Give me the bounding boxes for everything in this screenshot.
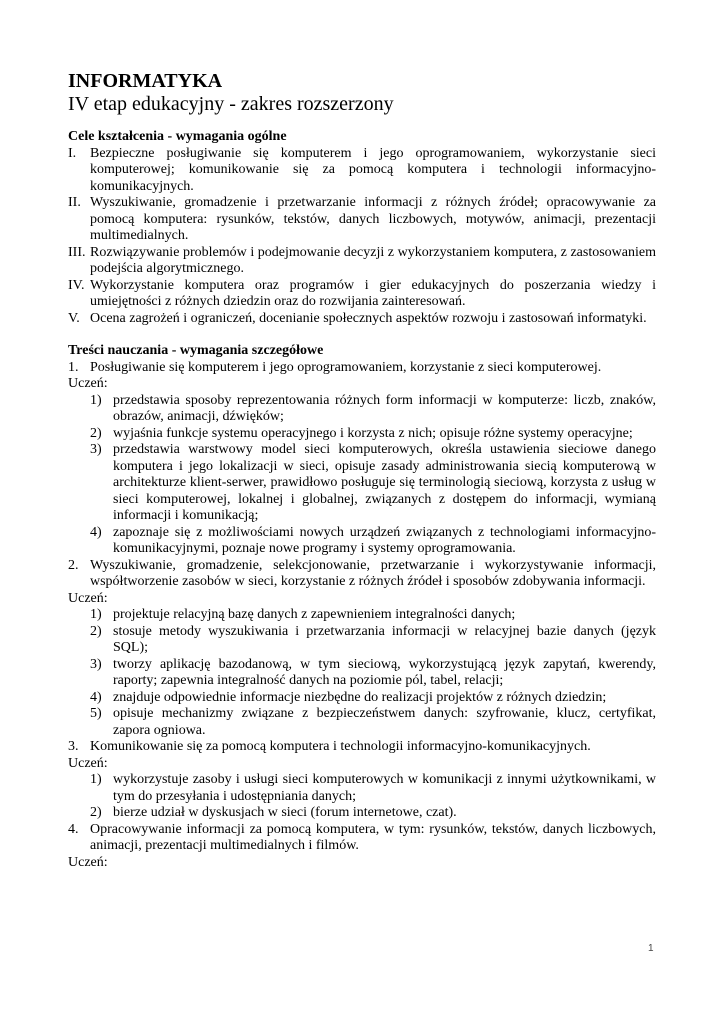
- requirement-text: znajduje odpowiednie informacje niezbędne do realizacji projektów z różnych dziedzin;: [113, 689, 607, 705]
- goal-text: Rozwiązywanie problemów i podejmowanie decyzji z wykorzystaniem komputera, z zastosowaniem podejścia algorytmicznego.: [90, 244, 656, 276]
- requirement-item: [68, 690, 656, 707]
- section-text: Posługiwanie się komputerem i jego oprogramowaniem, korzystanie z sieci komputerowej.: [90, 359, 602, 375]
- requirement-number: 4): [90, 524, 102, 540]
- requirement-text: przedstawia sposoby reprezentowania różnych form informacji w komputerze: liczb, znaków, obrazów, animacji, dźwięków;: [113, 392, 656, 424]
- requirement-item: [68, 706, 656, 739]
- requirement-item: [68, 772, 656, 805]
- student-label: Uczeń:: [68, 854, 108, 870]
- section-number: 4.: [68, 821, 79, 837]
- goal-item: [68, 311, 656, 328]
- content-section: [68, 360, 656, 377]
- content-section: [68, 822, 656, 855]
- goal-text: Wykorzystanie komputera oraz programów i gier edukacyjnych do poszerzania wiedzy i umiejętności z różnych dziedzin oraz do rozwijania zainteresowań.: [90, 277, 656, 309]
- goal-text: Ocena zagrożeń i ograniczeń, docenianie społecznych aspektów rozwoju i zastosowań informatyki.: [90, 310, 647, 326]
- requirement-item: [68, 607, 656, 624]
- requirement-item: [68, 442, 656, 525]
- section-text: Komunikowanie się za pomocą komputera i technologii informacyjno-komunikacyjnych.: [90, 739, 591, 754]
- content-section: [68, 558, 656, 591]
- section-text: Wyszukiwanie, gromadzenie, selekcjonowanie, przetwarzanie i wykorzystywanie informacji, współtworzenie zasobów w sieci, korzystanie z różnych źródeł i sposobów zdobywania informacji.: [90, 557, 656, 589]
- requirement-item: [68, 393, 656, 426]
- detailed-requirements-heading: Treści nauczania - wymagania szczegółowe: [68, 343, 324, 358]
- goal-item: [68, 146, 656, 196]
- requirement-item: [68, 805, 656, 822]
- general-requirements-section: [68, 129, 656, 327]
- document-body: [68, 70, 656, 871]
- requirement-text: wyjaśnia funkcje systemu operacyjnego i korzysta z nich; opisuje różne systemy operacyjne;: [113, 425, 633, 441]
- goal-item: [68, 245, 656, 278]
- goal-item: [68, 195, 656, 245]
- section-number: 3.: [68, 739, 79, 754]
- content-section: [68, 739, 656, 756]
- page-number: 1: [648, 943, 654, 954]
- student-label: Uczeń:: [68, 590, 108, 606]
- goal-number: V.: [68, 310, 80, 326]
- general-requirements-heading: Cele kształcenia - wymagania ogólne: [68, 129, 287, 144]
- requirement-text: stosuje metody wyszukiwania i przetwarzania informacji w relacyjnej bazie danych (język SQL);: [113, 623, 656, 655]
- requirement-text: zapoznaje się z możliwościami nowych urządzeń związanych z technologiami informacyjno-komunikacyjnymi, poznaje nowe programy i systemy oprogramowania.: [113, 524, 656, 556]
- requirement-number: 1): [90, 607, 102, 622]
- requirement-number: 5): [90, 706, 102, 721]
- requirement-number: 2): [90, 805, 102, 820]
- goal-number: I.: [68, 145, 77, 161]
- requirement-text: wykorzystuje zasoby i usługi sieci komputerowych w komunikacji z innymi użytkownikami, w tym do przesyłania i udostępniania danych;: [113, 772, 656, 804]
- requirement-number: 1): [90, 772, 102, 787]
- requirement-text: bierze udział w dyskusjach w sieci (forum internetowe, czat).: [113, 805, 457, 820]
- section-number: 1.: [68, 359, 79, 375]
- requirement-number: 2): [90, 623, 102, 639]
- document-subtitle: IV etap edukacyjny - zakres rozszerzony: [68, 93, 394, 115]
- goal-number: IV.: [68, 277, 85, 293]
- student-label: Uczeń:: [68, 376, 108, 391]
- goal-item: [68, 278, 656, 311]
- section-text: Opracowywanie informacji za pomocą komputera, w tym: rysunków, tekstów, danych liczbowych, animacji, prezentacji multimedialnych i filmów.: [90, 821, 656, 853]
- requirement-text: przedstawia warstwowy model sieci komputerowych, określa ustawienia sieciowe danego komputera i jego lokalizacji w sieci, opisuje zasady administrowania siecią komputerową w architekturze klient-serwer, prawidłowo posługuje się terminologią sieciową, korzysta z usług w sieci komputerowej, lokalnej i globalnej, związanych z dostępem do informacji, wymianą informacji i komunikacją;: [113, 442, 656, 523]
- goal-number: II.: [68, 195, 81, 210]
- requirement-number: 3): [90, 656, 102, 672]
- requirement-item: [68, 426, 656, 443]
- document-title: INFORMATYKA: [68, 70, 223, 92]
- requirement-text: projektuje relacyjną bazę danych z zapewnieniem integralności danych;: [113, 607, 516, 622]
- requirement-number: 1): [90, 392, 102, 408]
- section-number: 2.: [68, 557, 79, 573]
- goal-number: III.: [68, 244, 86, 260]
- goal-text: Wyszukiwanie, gromadzenie i przetwarzanie informacji z różnych źródeł; opracowywanie za pomocą komputera: rysunków, tekstów, danych liczbowych, motywów, animacji, prezentacji multimedialnych.: [90, 195, 656, 243]
- requirement-item: [68, 624, 656, 657]
- requirement-number: 2): [90, 425, 102, 441]
- student-label: Uczeń:: [68, 755, 108, 771]
- requirement-text: tworzy aplikację bazodanową, w tym sieciową, wykorzystującą język zapytań, kwerendy, raporty; zapewnia integralność danych na poziomie pól, tabel, relacji;: [113, 656, 656, 688]
- requirement-item: [68, 525, 656, 558]
- requirement-number: 4): [90, 689, 102, 705]
- detailed-requirements-section: [68, 343, 656, 871]
- requirement-item: [68, 657, 656, 690]
- requirement-number: 3): [90, 442, 102, 457]
- goal-text: Bezpieczne posługiwanie się komputerem i jego oprogramowaniem, wykorzystanie sieci komputerowej; komunikowanie się za pomocą komputera i technologii informacyjno-komunikacyjnych.: [90, 145, 656, 194]
- requirement-text: opisuje mechanizmy związane z bezpieczeństwem danych: szyfrowanie, klucz, certyfikat, zapora ogniowa.: [113, 706, 656, 738]
